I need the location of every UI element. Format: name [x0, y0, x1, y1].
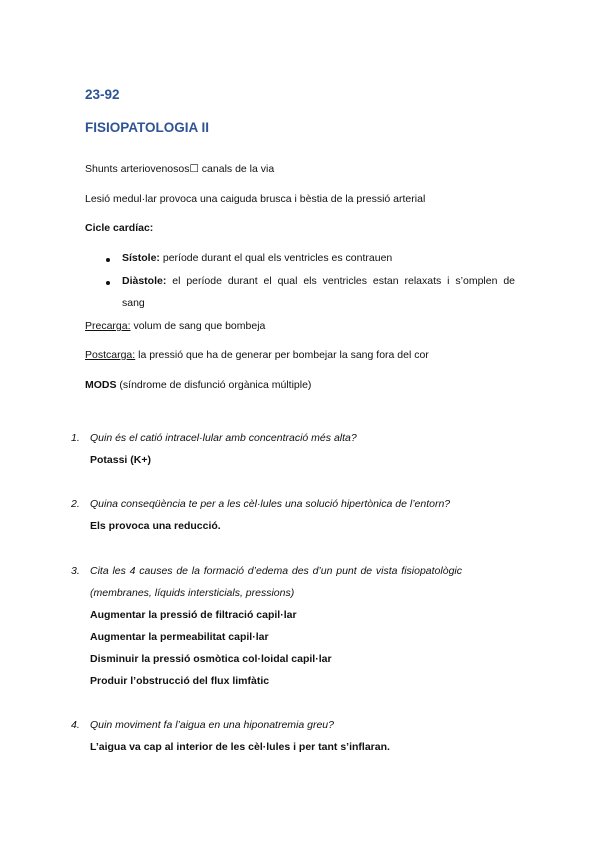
- question-text: Quin moviment fa l’aigua en una hiponatremia greu?: [90, 719, 334, 731]
- answer-text: Els provoca una reducció.: [90, 520, 221, 532]
- line-lesio: Lesió medul·lar provoca una caiguda brusca i bèstia de la pressió arterial: [85, 193, 426, 205]
- answer-text: L’aigua va cap al interior de les cèl·lules i per tant s’inflaran.: [90, 741, 390, 753]
- question-number: 3.: [71, 565, 80, 577]
- question-text-cont: (membranes, líquids intersticials, pressions): [90, 587, 295, 599]
- sistole-term: Sístole:: [122, 252, 160, 264]
- precarga-definition: volum de sang que bombeja: [130, 320, 266, 332]
- line-shunts: Shunts arteriovenosos☐ canals de la via: [85, 163, 275, 175]
- line-postcarga: [85, 349, 429, 361]
- line-mods: [85, 379, 311, 391]
- doc-title: FISIOPATOLOGIA II: [85, 120, 210, 135]
- bullet-icon: [106, 281, 110, 285]
- line-diastole-cont: sang: [122, 297, 145, 309]
- doc-code: 23-92: [85, 87, 120, 102]
- mods-term: MODS: [85, 379, 117, 391]
- answer-text: Potassi (K+): [90, 454, 151, 466]
- sistole-definition: període durant el qual els ventricles es contrauen: [159, 252, 393, 264]
- postcarga-term: Postcarga:: [85, 349, 136, 361]
- question-number: 4.: [71, 719, 80, 731]
- line-sistole: [122, 252, 392, 264]
- line-diastole: [122, 275, 515, 287]
- answer-text: Disminuir la pressió osmòtica col·loidal capil·lar: [90, 653, 332, 665]
- line-precarga: [85, 320, 265, 332]
- mods-definition: (síndrome de disfunció orgànica múltiple): [116, 379, 312, 391]
- question-number: 1.: [71, 432, 80, 444]
- question-text: Cita les 4 causes de la formació d’edema des d’un punt de vista fisiopatològic: [90, 565, 462, 577]
- answer-text: Augmentar la pressió de filtració capil·lar: [90, 609, 297, 621]
- diastole-term: Diàstole:: [122, 275, 167, 287]
- line-cicle-cardiac: Cicle cardíac:: [85, 222, 154, 234]
- question-text: Quin és el catió intracel·lular amb concentració més alta?: [90, 432, 357, 444]
- answer-text: Produir l’obstrucció del flux limfàtic: [90, 675, 270, 687]
- precarga-term: Precarga:: [85, 320, 131, 332]
- answer-text: Augmentar la permeabilitat capil·lar: [90, 631, 269, 643]
- question-text: Quina conseqüència te per a les cèl·lules una solució hipertònica de l’entorn?: [90, 498, 451, 510]
- diastole-definition: el període durant el qual els ventricles estan relaxats i s’omplen de: [166, 275, 515, 287]
- postcarga-definition: la pressió que ha de generar per bombejar la sang fora del cor: [135, 349, 429, 361]
- bullet-icon: [106, 258, 110, 262]
- question-number: 2.: [71, 498, 80, 510]
